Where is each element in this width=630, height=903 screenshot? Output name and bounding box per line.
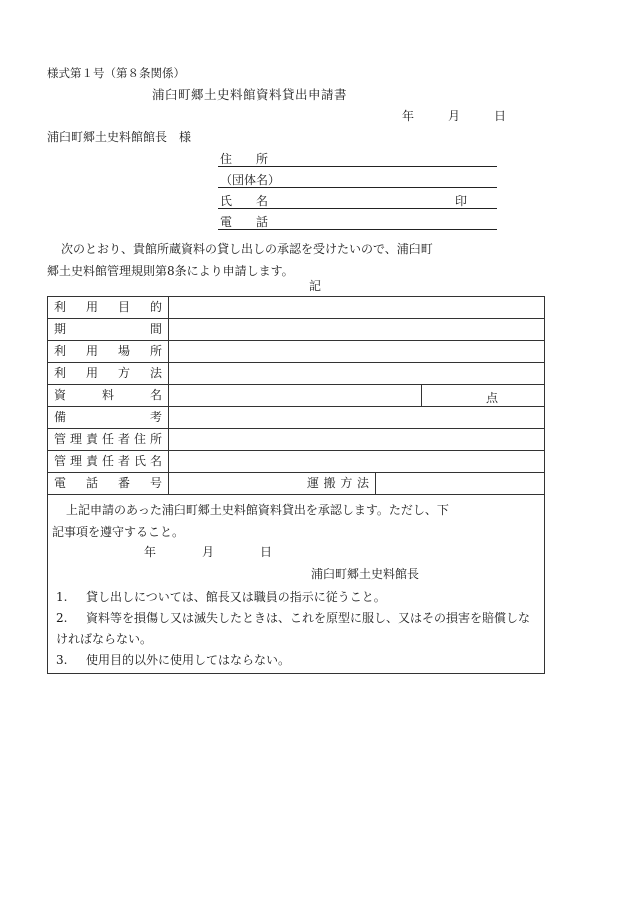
table-row-manager-name[interactable]	[48, 451, 544, 473]
intro-text	[47, 238, 547, 282]
condition-item-2	[56, 608, 540, 650]
condition-number-2: 2.	[56, 611, 68, 625]
approval-signer: 浦臼町郷土史料館長	[311, 567, 420, 581]
approval-year-label: 年	[144, 545, 157, 559]
intro-line-1: 次のとおり、貴館所蔵資料の貸し出しの承認を受けたいので、浦臼町	[61, 242, 433, 256]
row-label-remarks: 備考	[48, 407, 169, 428]
approval-date	[144, 543, 272, 560]
applicant-address-field[interactable]	[218, 148, 497, 167]
row-label-phone: 電話番号	[48, 473, 169, 494]
condition-number-3: 3.	[56, 653, 68, 667]
date-month-label: 月	[448, 109, 461, 123]
table-row-manager-address[interactable]	[48, 429, 544, 451]
table-row-remarks[interactable]	[48, 407, 544, 429]
applicant-phone-field[interactable]	[218, 211, 497, 230]
application-date	[402, 110, 506, 122]
condition-item-3	[56, 650, 540, 671]
table-row-material-name[interactable]	[48, 385, 544, 407]
applicant-name-field[interactable]	[218, 190, 497, 209]
table-row-phone[interactable]	[48, 473, 544, 495]
date-year-label: 年	[402, 109, 415, 123]
row-label-manager-name: 管理責任者氏名	[48, 451, 169, 472]
condition-item-1	[56, 587, 540, 608]
transport-label: 運搬方法	[299, 473, 376, 494]
row-label-material-name: 資料名	[48, 385, 169, 406]
row-label-method: 利用方法	[48, 363, 169, 384]
applicant-group-field[interactable]	[218, 169, 497, 188]
record-mark: 記	[309, 279, 322, 293]
seal-mark: 印	[455, 194, 468, 208]
approval-section	[48, 495, 544, 673]
count-unit: 点	[486, 391, 499, 405]
date-day-label: 日	[494, 109, 507, 123]
approval-line-1: 上記申請のあった浦臼町郷土史料館資料貸出を承認します。ただし、下	[66, 503, 449, 517]
row-label-manager-address: 管理責任者住所	[48, 429, 169, 450]
count-divider	[421, 385, 422, 406]
row-label-purpose: 利用目的	[48, 297, 169, 318]
row-label-period: 期間	[48, 319, 169, 340]
table-row-purpose[interactable]	[48, 297, 544, 319]
addressee: 浦臼町郷土史料館館長 様	[47, 130, 192, 144]
condition-number-1: 1.	[56, 590, 68, 604]
condition-text-2: 資料等を損傷し又は滅失したときは、これを原型に服し、又はその損害を賠償しなければならない。	[56, 611, 531, 646]
applicant-name-label: 氏 名	[220, 194, 269, 208]
intro-line-2: 郷土史料館管理規則第8条により申請します。	[47, 264, 294, 278]
applicant-phone-label: 電 話	[220, 215, 269, 229]
document-title: 浦臼町郷土史料館資料貸出申請書	[152, 87, 348, 102]
condition-text-3: 使用目的以外に使用してはならない。	[86, 653, 291, 667]
applicant-address-label: 住 所	[220, 152, 269, 166]
approval-month-label: 月	[202, 545, 215, 559]
applicant-group-label: （団体名）	[220, 173, 281, 187]
condition-text-1: 貸し出しについては、館長又は職員の指示に従うこと。	[86, 590, 386, 604]
approval-text	[52, 499, 540, 543]
approval-line-2: 記事項を遵守すること。	[52, 525, 185, 539]
table-row-location[interactable]	[48, 341, 544, 363]
form-number: 様式第１号（第８条関係）	[47, 66, 185, 80]
table-row-method[interactable]	[48, 363, 544, 385]
loan-details-table	[47, 296, 545, 674]
table-row-period[interactable]	[48, 319, 544, 341]
approval-day-label: 日	[260, 545, 273, 559]
row-label-location: 利用場所	[48, 341, 169, 362]
